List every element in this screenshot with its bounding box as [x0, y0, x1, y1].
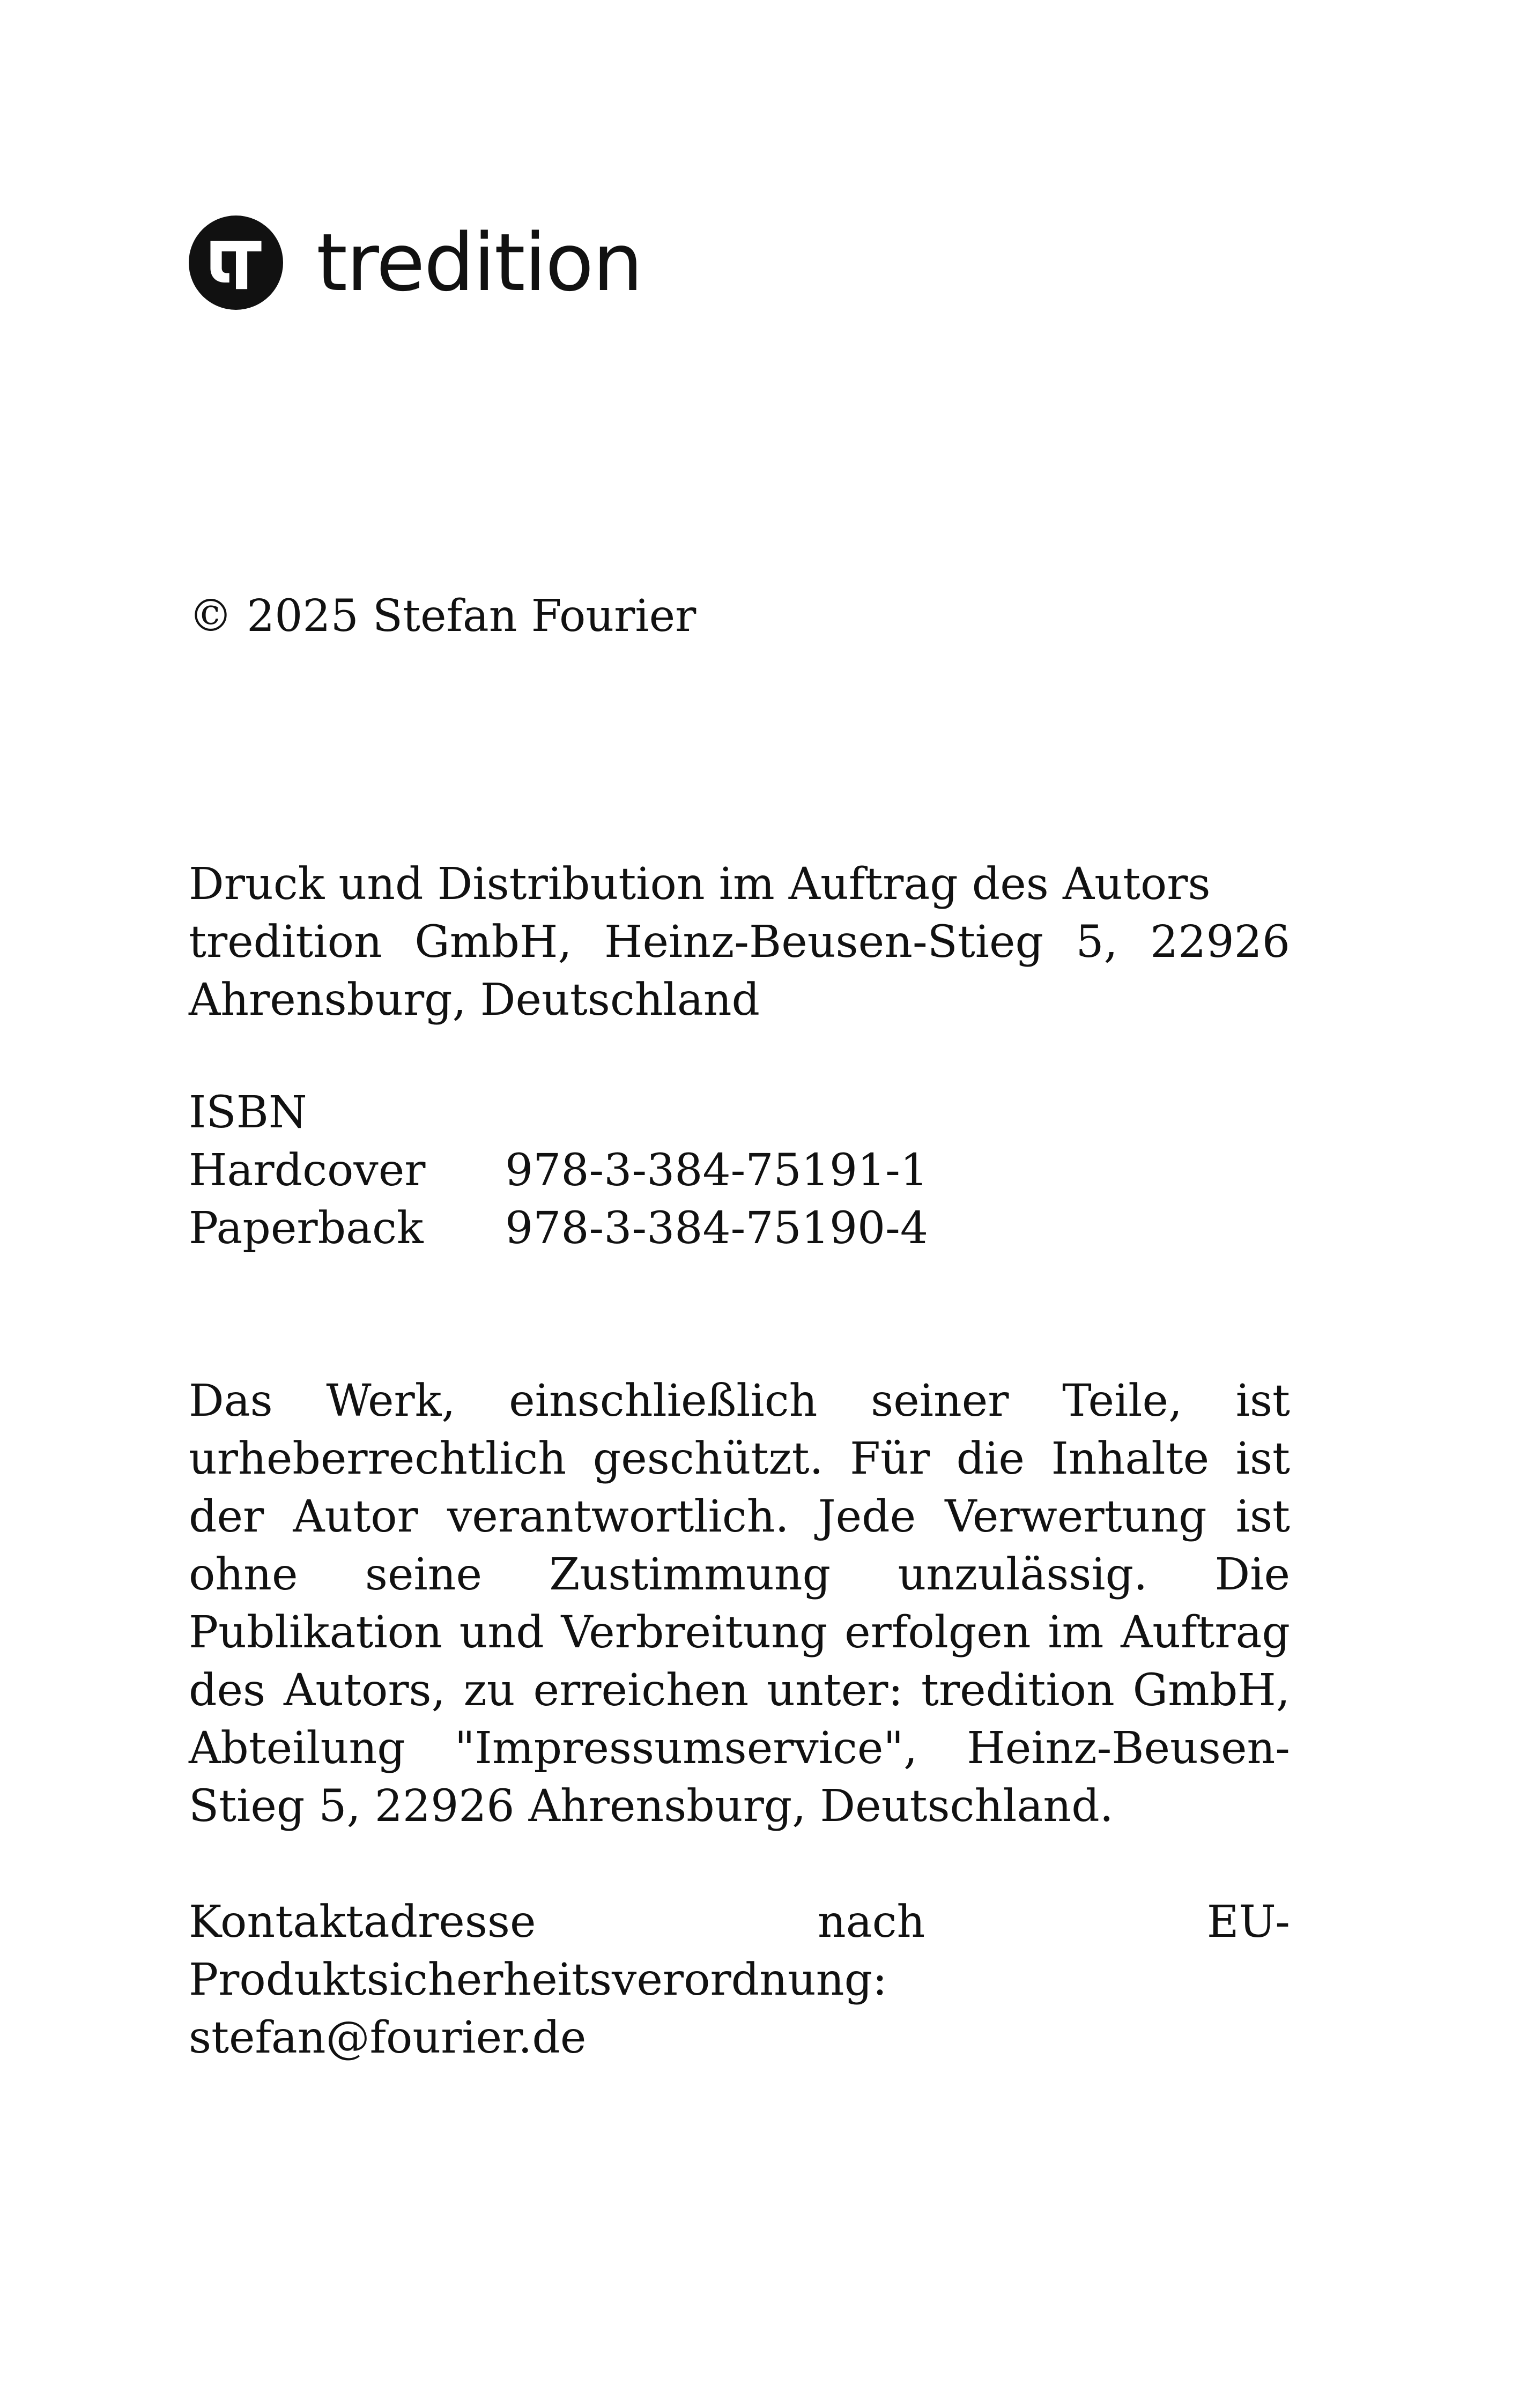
isbn-number: 978-3-384-75190-4	[505, 1203, 929, 1254]
legal-notice: Das Werk, einschließlich seiner Teile, ist urheberrechtlich geschützt. Für die Inhalte ist der Autor verantwortlich. Jede Verwertung ist ohne seine Zustimmung unzulässig. Die Publikation und Verbreitung erfolgen im Auftrag des Autors, zu erreichen unter: tredition GmbH, Abteilung "Impressumservice", Heinz-Beusen-Stieg 5, 22926 Ahrensburg, Deutschland.	[189, 1376, 1290, 1832]
isbn-type: Hardcover	[189, 1145, 426, 1196]
isbn-block	[189, 1084, 1290, 1258]
distribution-line: Druck und Distribution im Auftrag des Autors	[189, 859, 1211, 910]
publisher-logo	[189, 213, 642, 312]
publisher-logo-text: tredition	[316, 217, 642, 309]
isbn-row-paperback	[189, 1200, 1290, 1258]
distribution-info	[189, 856, 1290, 1029]
isbn-type: Paperback	[189, 1203, 424, 1254]
isbn-heading: ISBN	[189, 1087, 307, 1138]
tredition-monogram-icon	[189, 215, 283, 310]
copyright-notice: © 2025 Stefan Fourier	[189, 591, 696, 642]
publisher-address: tredition GmbH, Heinz-Beusen-Stieg 5, 22926 Ahrensburg, Deutschland	[189, 917, 1290, 1025]
isbn-row-hardcover	[189, 1142, 1290, 1200]
isbn-number: 978-3-384-75191-1	[505, 1145, 929, 1196]
contact-notice: Kontaktadresse nach EU-Produktsicherheitsverordnung: stefan@fourier.de	[189, 1897, 1290, 2063]
